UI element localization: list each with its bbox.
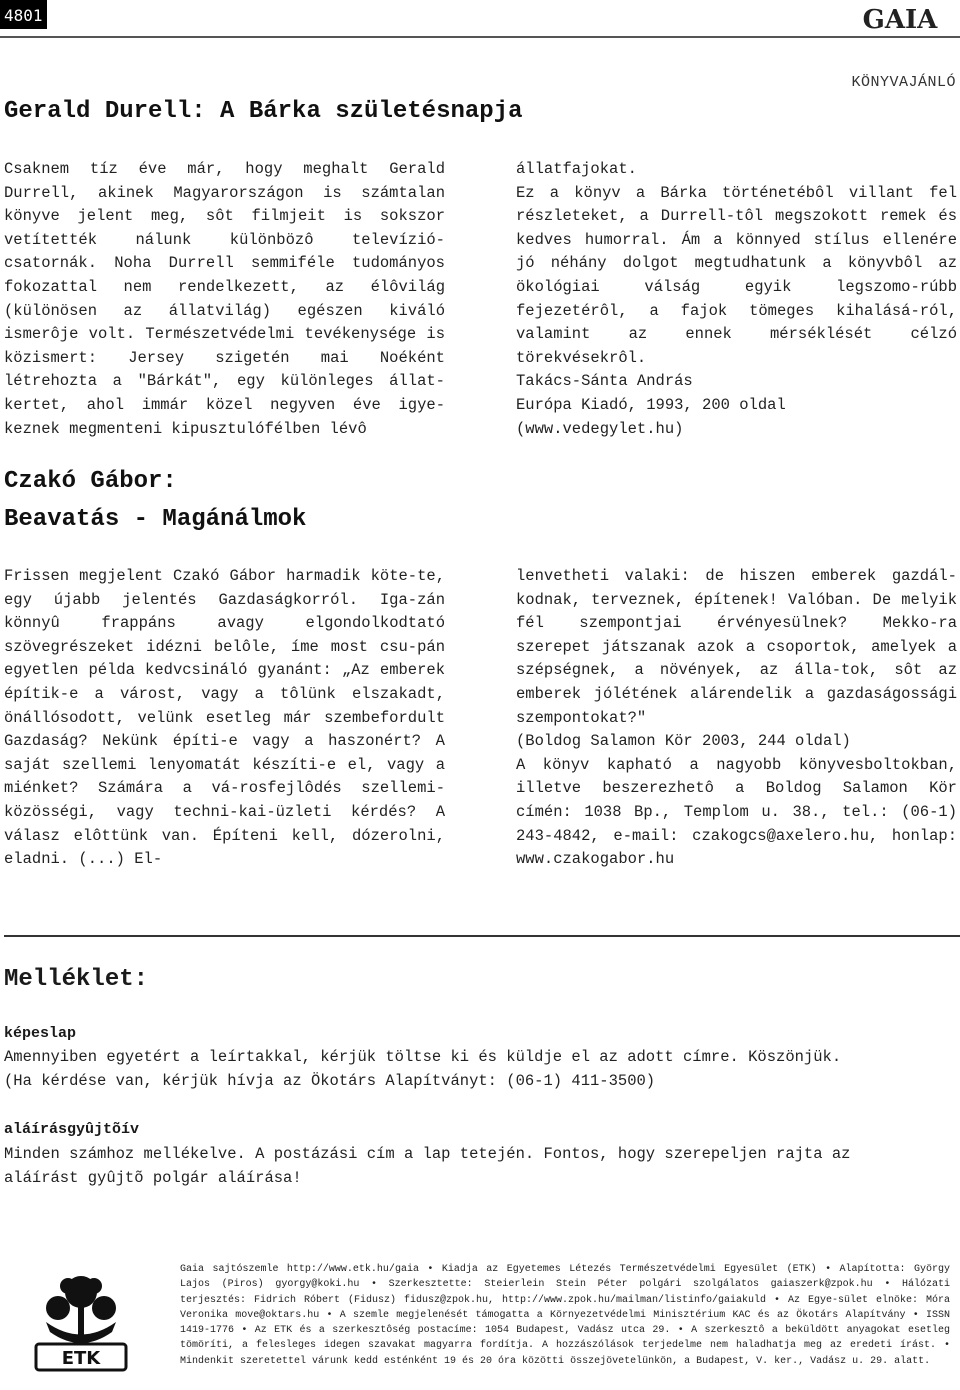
appendix-item2-text: aláírást gyûjtõ polgár aláírása! <box>4 1169 302 1187</box>
issue-number: 4801 <box>0 0 47 29</box>
article2-title-line1: Czakó Gábor: <box>4 468 177 495</box>
etk-logo-text: ETK <box>61 1348 101 1369</box>
article2-left-text: Frissen megjelent Czakó Gábor harmadik köte-te, egy újabb jelentés Gazdaságkorról. Iga-zán könnyû frappáns avagy elgondolkodtató szövegrészeket idézni belôle, íme most csu-pán egyetlen példa kedvcsináló gyanánt: „Az emberek építik-e a várost, vagy a tôlünk elszakadt, önállósodott, velünk esetleg már szembefordult Gazdaság? Nekünk építi-e vagy a haszonért? A saját szellemi lenyomatát készíti-e el, vagy a miénket? Számára a vá-rosfejlôdés szellemi-közösségi, vagy techni-kai-üzleti kérdés? A válasz elôttünk van. Építeni kell, dózerolni, eladni. (...) El- <box>4 567 445 869</box>
appendix-item1-heading: képeslap <box>4 1025 77 1042</box>
section-label: KÖNYVAJÁNLÓ <box>851 74 956 91</box>
article1-title: Gerald Durell: A Bárka születésnapja <box>4 98 523 125</box>
etk-logo <box>6 1262 156 1380</box>
appendix-item1-text: (Ha kérdése van, kérjük hívja az Ökotárs Alapítványt: (06-1) 411-3500) <box>4 1072 656 1090</box>
gaia-logo-text: GAIA <box>862 6 938 32</box>
article2-right-column <box>516 565 957 872</box>
article2-availability: A könyv kapható a nagyobb könyvesboltokban, illetve beszerezhetô a Boldog Salamon Kör címén: 1038 Bp., Templom u. 38., tel.: (06-1) 243-4842, e-mail: czakogcs@axelero.hu, honlap: www.czakogabor.hu <box>516 755 957 869</box>
article1-author: Takács-Sánta András <box>516 372 693 391</box>
appendix-item1-text: Amennyiben egyetért a leírtakkal, kérjük töltse ki és küldje el az adott címre. Köszönjük. <box>4 1048 842 1066</box>
article2-citation: (Boldog Salamon Kör 2003, 244 oldal) <box>516 732 851 751</box>
article1-right-column <box>516 158 957 441</box>
article1-left-column <box>4 158 445 441</box>
footer-imprint: Gaia sajtószemle http://www.etk.hu/gaia • Kiadja az Egyetemes Létezés Természetvédelmi Egyesület (ETK) • Alapította: György Lajos (Piros) gyorgy@koki.hu • Szerkesztette: Steierlein Stein Péter polgári szolgálatos gaiaszerk@zpok.hu • Hálózati terjesztés: Fidrich Róbert (Fidusz) fidusz@zpok.hu, http://www.zpok.hu/mailman/listinfo/gaiakuld • Az Egye-sület elnöke: Móra Veronika move@oktars.hu • A szemle megjelenését támogatta a Környezetvédelmi Minisztérium KAC és az Ökotárs Alapítvány • ISSN 1419-1776 • Az ETK és a szerkesztôség postacíme: 1054 Budapest, Vadász utca 29. • A szerkesztô a beküldött anyagokat esetleg tömöríti, a felesleges idegen szavakat magyarra fordítja. A hozzászólások terjedelme nem haladhatja meg az eredeti írást. • Mindenkit szeretettel várunk kedd esténként 19 és 20 óra közötti összejövetelünkön, a Budapest, V. ker., Vadász u. 29. alatt. <box>180 1264 950 1367</box>
article1-left-text: Csaknem tíz éve már, hogy meghalt Gerald Durrell, akinek Magyarországon is számtalan könyve jelent meg, sôt filmjeit is sokszor vetítették nálunk különbözô televízió-csatornák. Noha Durrell semmiféle tudományos fokozattal nem rendelkezett, az élôvilág (különösen az állatvilág) egészen kiváló ismerôje volt. Természetvédelmi tevékenysége is közismert: Jersey szigetén mai Noéként létrehozta a "Bárkát", egy különleges állat-kertet, ahol immár közel negyven éve igye-keznek megmenteni kipusztulófélben lévô <box>4 160 445 438</box>
article2-left-column <box>4 565 445 872</box>
article2-title-line2: Beavatás - Magánálmok <box>4 506 307 533</box>
article1-publisher: Európa Kiadó, 1993, 200 oldal <box>516 395 786 414</box>
gaia-logo <box>848 6 953 32</box>
article1-right-line: Ez a könyv a Bárka történetébôl villant fel részleteket, a Durrell-tôl megszokott remek és kedves humorral. Ám a könnyed stílus ellenére jó néhány dolgot megtudhatunk a könyvbôl az ökológiai válság egyik legszomo-rúbb fejezetérôl, a fajok tömeges kihalásá-ról, valamint az ennek mérséklését célzó törekvésekrôl. <box>516 183 957 367</box>
article1-right-line: állatfajokat. <box>516 160 637 178</box>
appendix-item2-text: Minden számhoz mellékelve. A postázási cím a lap tetején. Fontos, hogy szerepeljen rajta az <box>4 1145 851 1163</box>
appendix-title: Melléklet: <box>4 966 149 993</box>
appendix-item2-heading: aláírásgyûjtõív <box>4 1121 140 1138</box>
article2-right-line: lenvetheti valaki: de hiszen emberek gazdál-kodnak, terveznek, építenek! Valóban. De melyik fél szempontjai érvényesülnek? Mekko-ra szerepet játszanak azok a csoportok, amelyek a szépségnek, a növények, az álla-tok, sôt az emberek jólétének alárendelik a gazdaságossági szempontokat?" <box>516 567 957 727</box>
section-divider <box>4 935 960 937</box>
article1-link[interactable]: (www.vedegylet.hu) <box>516 419 684 438</box>
header-rule <box>0 36 960 38</box>
